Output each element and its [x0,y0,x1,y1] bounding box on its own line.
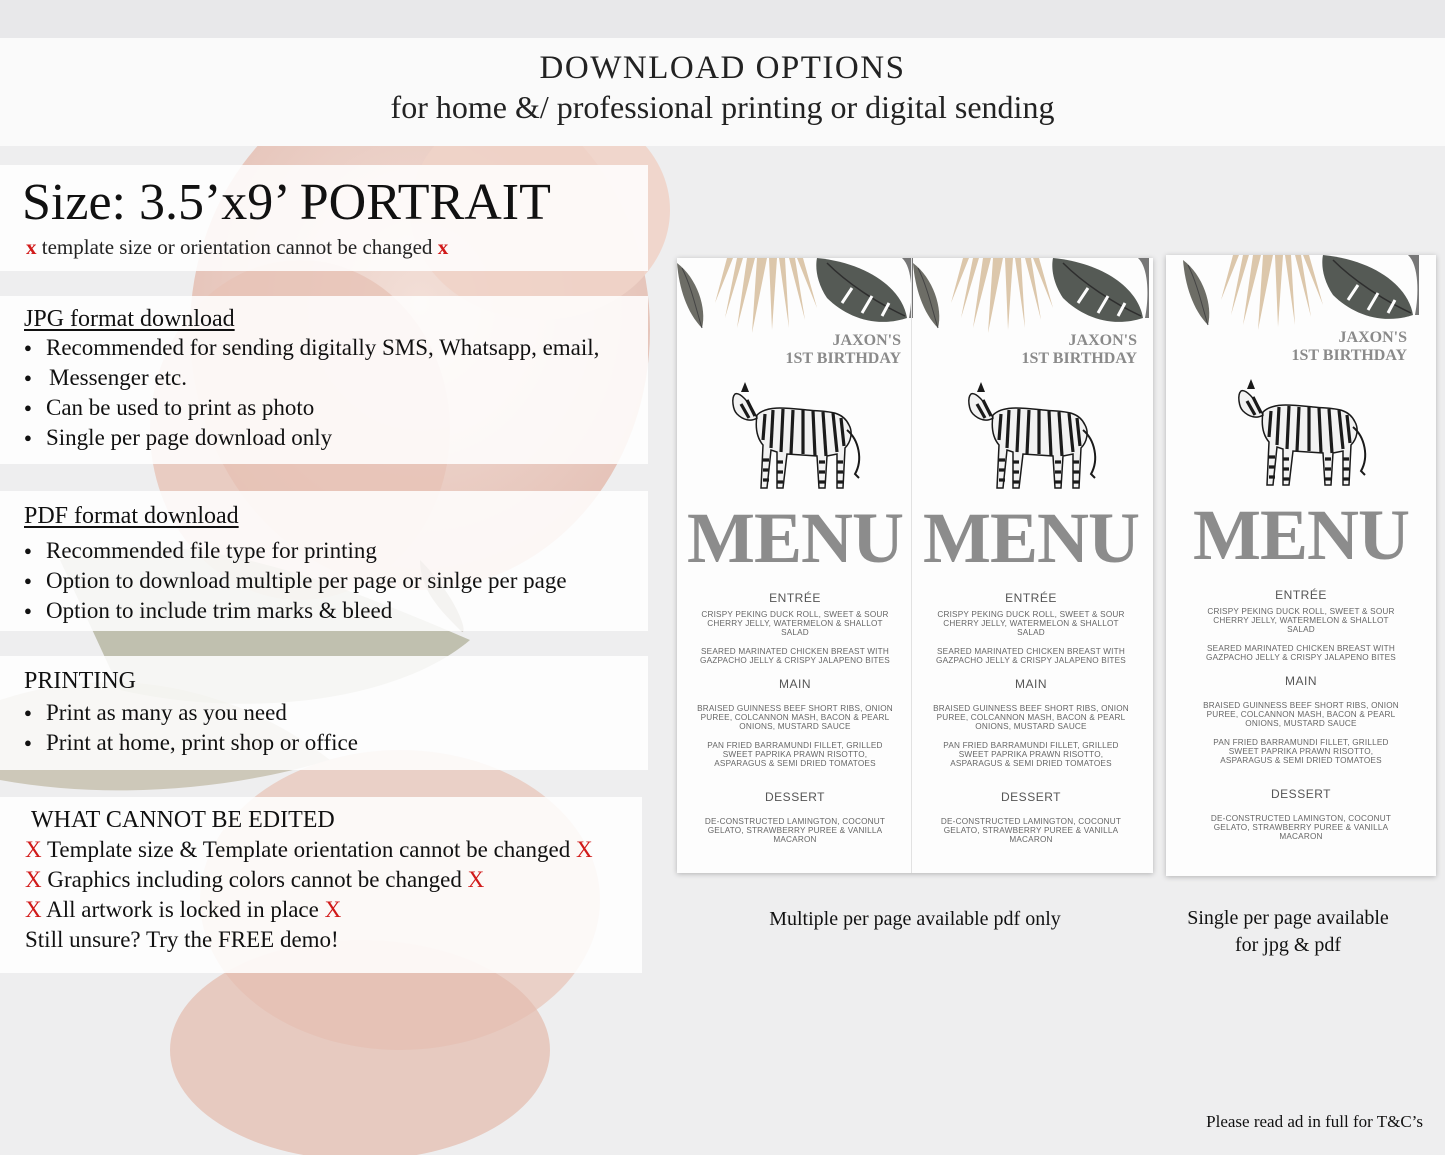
dessert-label: DESSERT [1271,787,1331,801]
single-caption: Single per page available for jpg & pdf [1187,907,1389,956]
entree-label: ENTRÉE [1005,591,1057,605]
menu-slot [913,258,1149,873]
menu-title: MENU [923,498,1139,578]
list-item: ● Option to include trim marks & bleed [24,596,567,626]
zebra-illustration [1233,367,1373,497]
main-label: MAIN [1015,677,1047,691]
pdf-panel [0,491,648,631]
pdf-title: PDF format download [24,503,239,529]
menu-item: DE-CONSTRUCTED LAMINGTON, COCONUT GELATO, STRAWBERRY PUREE & VANILLA MACARON [940,817,1122,844]
menu-card [913,258,1149,873]
menu-item: SEARED MARINATED CHICKEN BREAST WITH GAZPACHO JELLY & CRISPY JALAPENO BITES [936,647,1126,665]
menu-item: PAN FRIED BARRAMUNDI FILLET, GRILLED SWEET PAPRIKA PRAWN RISOTTO, ASPARAGUS & SEMI DRIED TOMATOES [707,741,883,768]
edit-row: X Template size & Template orientation cannot be changed X [25,837,593,862]
cut-line [911,258,912,873]
menu-slot [1183,255,1419,876]
multiple-per-page-sheet [677,258,1153,873]
x-mark-icon: X [324,897,342,922]
entree-label: ENTRÉE [1275,588,1327,602]
menu-item: BRAISED GUINNESS BEEF SHORT RIBS, ONION PUREE, COLCANNON MASH, BACON & PEARL ONIONS, MUSTARD SAUCE [697,704,893,731]
demo-note: Still unsure? Try the FREE demo! [25,927,339,952]
page-subtitle: for home &/ professional printing or digital sending [390,89,1055,125]
menu-item: DE-CONSTRUCTED LAMINGTON, COCONUT GELATO, STRAWBERRY PUREE & VANILLA MACARON [704,817,886,844]
edit-row: X All artwork is locked in place X [25,897,342,922]
x-mark-icon: X [25,867,42,892]
entree-label: ENTRÉE [769,591,821,605]
main-label: MAIN [779,677,811,691]
main-label: MAIN [1285,674,1317,688]
cannot-edit-panel [0,797,642,973]
jpg-bullets [24,333,599,453]
menu-item: CRISPY PEKING DUCK ROLL, SWEET & SOUR CHERRY JELLY, WATERMELON & SHALLOT SALAD [701,610,889,637]
list-item: ● Option to download multiple per page or sinlge per page [24,566,567,596]
printing-bullets [24,698,358,758]
menu-item: SEARED MARINATED CHICKEN BREAST WITH GAZPACHO JELLY & CRISPY JALAPENO BITES [1206,644,1396,662]
birthday-name: JAXON'S 1ST BIRTHDAY [1021,332,1137,367]
list-item: ● Print as many as you need [24,698,358,728]
printing-panel [0,656,648,770]
list-item: ● Recommended for sending digitally SMS, Whatsapp, email, [24,333,599,363]
size-panel [0,165,648,271]
menu-item: BRAISED GUINNESS BEEF SHORT RIBS, ONION PUREE, COLCANNON MASH, BACON & PEARL ONIONS, MUSTARD SAUCE [1203,701,1399,728]
x-mark-icon: X [575,837,593,862]
page-title: DOWNLOAD OPTIONS [539,50,906,86]
list-item: ● Single per page download only [24,423,599,453]
list-item: ● Print at home, print shop or office [24,728,358,758]
size-note [26,235,448,260]
menu-item: BRAISED GUINNESS BEEF SHORT RIBS, ONION PUREE, COLCANNON MASH, BACON & PEARL ONIONS, MUSTARD SAUCE [933,704,1129,731]
menu-slot [677,258,913,873]
jpg-panel [0,296,648,464]
top-strip [0,0,1445,38]
birthday-name: JAXON'S 1ST BIRTHDAY [1291,329,1407,364]
menu-item: SEARED MARINATED CHICKEN BREAST WITH GAZPACHO JELLY & CRISPY JALAPENO BITES [700,647,890,665]
zebra-illustration [727,370,867,500]
page-header [0,38,1445,146]
menu-item: PAN FRIED BARRAMUNDI FILLET, GRILLED SWEET PAPRIKA PRAWN RISOTTO, ASPARAGUS & SEMI DRIED TOMATOES [1213,738,1389,765]
x-mark-icon: x [437,235,449,259]
x-mark-icon: X [467,867,485,892]
edit-row: X Graphics including colors cannot be changed X [25,867,485,892]
list-item-continuation: ● Messenger etc. [24,363,599,393]
jpg-title: JPG format download [24,306,235,332]
menu-card [677,258,913,873]
x-mark-icon: X [25,837,42,862]
multiple-caption: Multiple per page available pdf only [769,908,1061,930]
menu-title: MENU [1193,495,1409,575]
list-item: ● Recommended file type for printing [24,536,567,566]
menu-item: PAN FRIED BARRAMUNDI FILLET, GRILLED SWEET PAPRIKA PRAWN RISOTTO, ASPARAGUS & SEMI DRIED TOMATOES [943,741,1119,768]
x-mark-icon: x [26,235,37,259]
dessert-label: DESSERT [765,790,825,804]
menu-item: CRISPY PEKING DUCK ROLL, SWEET & SOUR CHERRY JELLY, WATERMELON & SHALLOT SALAD [1207,607,1395,634]
menu-title: MENU [687,498,903,578]
list-item: ● Can be used to print as photo [24,393,599,423]
size-note-text: template size or orientation cannot be changed [41,235,433,259]
zebra-illustration [963,370,1103,500]
menu-card [1183,255,1419,876]
menu-item: DE-CONSTRUCTED LAMINGTON, COCONUT GELATO, STRAWBERRY PUREE & VANILLA MACARON [1210,814,1392,841]
terms-note: Please read ad in full for T&C’s [1206,1112,1423,1131]
menu-item: CRISPY PEKING DUCK ROLL, SWEET & SOUR CHERRY JELLY, WATERMELON & SHALLOT SALAD [937,610,1125,637]
x-mark-icon: X [25,897,42,922]
single-per-page-sheet [1166,255,1436,876]
printing-title: PRINTING [24,668,136,694]
birthday-name: JAXON'S 1ST BIRTHDAY [785,332,901,367]
size-title: Size: 3.5’x9’ PORTRAIT [22,174,551,231]
dessert-label: DESSERT [1001,790,1061,804]
pdf-bullets [24,536,567,626]
cannot-edit-title: WHAT CANNOT BE EDITED [31,807,335,833]
